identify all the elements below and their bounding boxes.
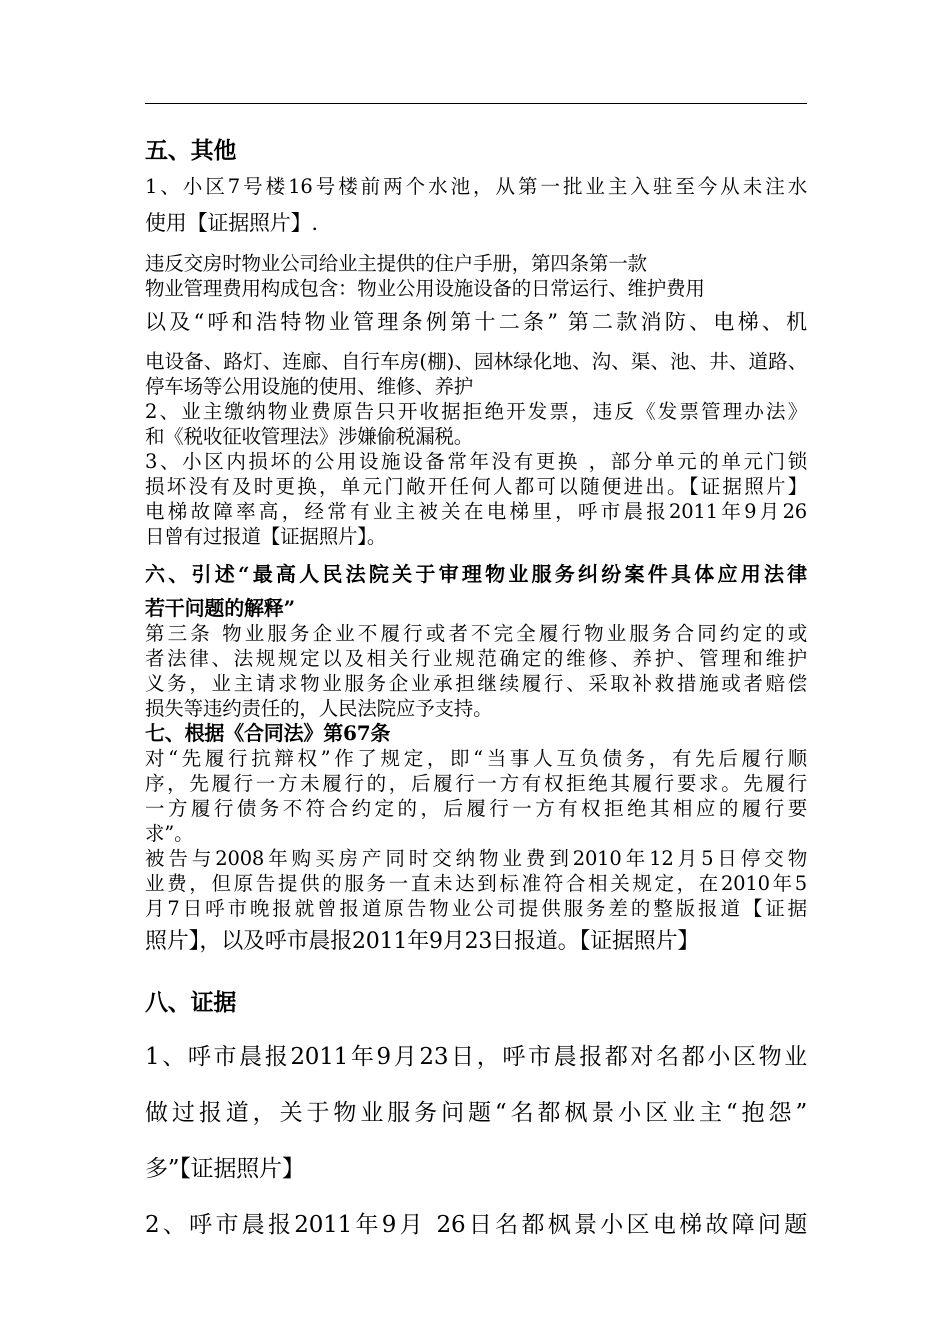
header-rule: [145, 103, 807, 104]
paragraph-line: 1、呼市晨报2011年9月23日，呼市晨报都对名都小区物业: [145, 1044, 807, 1070]
paragraph-line: 和《税收征收管理法》涉嫌偷税漏税。: [145, 425, 474, 448]
paragraph-line: 一方履行债务不符合约定的，后履行一方有权拒绝其相应的履行要: [145, 797, 807, 820]
section-heading-evidence: 八、证据: [145, 989, 237, 1016]
document-body: [145, 128, 807, 1242]
paragraph-line: 停车场等公用设施的使用、维修、养护: [145, 375, 474, 398]
paragraph-line: 义务，业主请求物业服务企业承担继续履行、采取补救措施或者赔偿: [145, 672, 807, 695]
paragraph-line: 被告与2008年购买房产同时交纳物业费到2010年12月5日停交物: [145, 847, 807, 870]
paragraph-line: 做过报道，关于物业服务问题“名都枫景小区业主“抱怨”: [145, 1100, 807, 1126]
paragraph-line: 照片】，以及呼市晨报2011年9月23日报道。【证据照片】: [145, 929, 700, 954]
paragraph-line: 序，先履行一方未履行的，后履行一方有权拒绝其履行要求。先履行: [145, 772, 807, 795]
paragraph-line: 月7日呼市晚报就曾报道原告物业公司提供服务差的整版报道【证据: [145, 897, 807, 920]
paragraph-line: 损坏没有及时更换，单元门敞开任何人都可以随便进出。【证据照片】: [145, 475, 807, 498]
section-heading-supreme-court-cont: 若干问题的解释”: [145, 596, 295, 620]
paragraph-line: 第三条 物业服务企业不履行或者不完全履行物业服务合同约定的或: [145, 622, 807, 645]
section-heading-other: 五、其他: [145, 137, 237, 164]
paragraph-line: 使用【证据照片】.: [145, 211, 318, 235]
paragraph-line: 日曾有过报道【证据照片】。: [145, 525, 387, 548]
paragraph-line: 多”【证据照片】: [145, 1156, 305, 1182]
paragraph-line: 电设备、路灯、连廊、自行车房(棚)、园林绿化地、沟、渠、池、井、道路、: [145, 350, 807, 373]
paragraph-line: 违反交房时物业公司给业主提供的住户手册，第四条第一款: [145, 252, 647, 275]
paragraph-line: 对“先履行抗辩权”作了规定，即“当事人互负债务，有先后履行顺: [145, 747, 807, 770]
paragraph-line: 2、呼市晨报2011年9月 26日名都枫景小区电梯故障问题: [145, 1212, 807, 1238]
paragraph-line: 3、小区内损坏的公用设施设备常年没有更换 ，部分单元的单元门锁: [145, 450, 807, 473]
paragraph-line: 损失等违约责任的，人民法院应予支持。: [145, 697, 493, 720]
paragraph-line: 1、小区7号楼16号楼前两个水池，从第一批业主入驻至今从未注水: [145, 175, 807, 198]
section-heading-supreme-court: 六、引述“最高人民法院关于审理物业服务纠纷案件具体应用法律: [145, 562, 807, 586]
section-heading-contract-law: 七、根据《合同法》第67条: [145, 721, 391, 745]
paragraph-line: 业费，但原告提供的服务一直未达到标准符合相关规定，在2010年5: [145, 872, 807, 895]
paragraph-line: 物业管理费用构成包含：物业公用设施设备的日常运行、维护费用: [145, 277, 705, 300]
paragraph-line: 者法律、法规规定以及相关行业规范确定的维修、养护、管理和维护: [145, 647, 807, 670]
paragraph-line: 2、业主缴纳物业费原告只开收据拒绝开发票，违反《发票管理办法》: [145, 400, 807, 423]
paragraph-line: 以及“呼和浩特物业管理条例第十二条” 第二款消防、电梯、机: [145, 310, 807, 334]
paragraph-line: 求”。: [145, 822, 194, 845]
paragraph-line: 电梯故障率高，经常有业主被关在电梯里，呼市晨报2011年9月26: [145, 500, 807, 523]
